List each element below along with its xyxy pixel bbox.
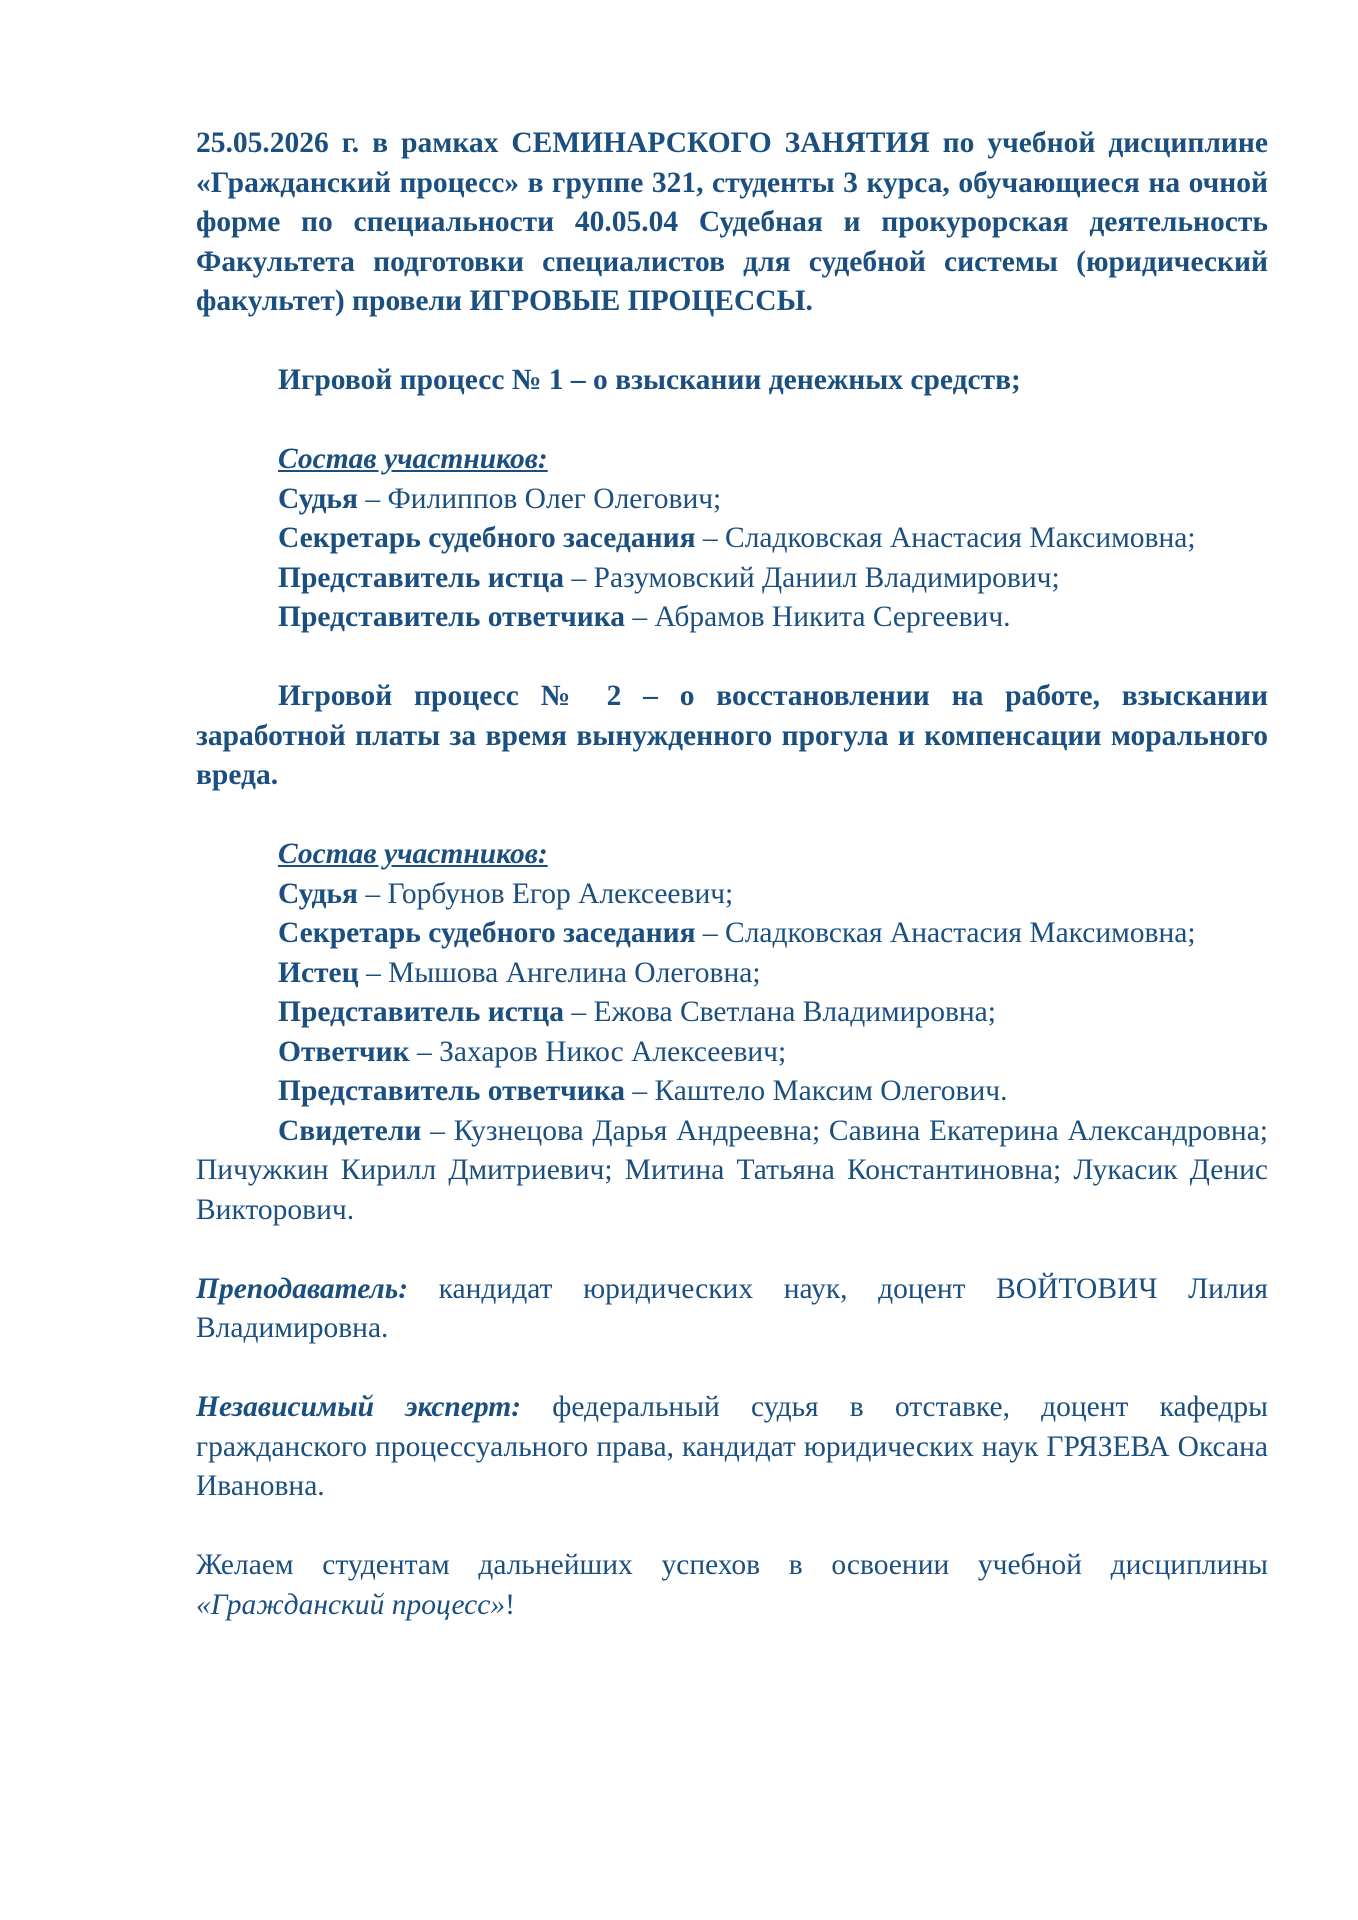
participant-role: Судья: [278, 482, 358, 515]
participant-name: Абрамов Никита Сергеевич.: [654, 601, 1011, 633]
participant-name: Сладковская Анастасия Максимовна;: [725, 522, 1196, 554]
participant-row: Секретарь судебного заседания – Сладковская Анастасия Максимовна;: [278, 917, 1196, 949]
participant-row: Судья – Горбунов Егор Алексеевич;: [278, 877, 734, 910]
closing-text: Желаем студентам дальнейших успехов в освоении учебной дисциплины: [196, 1549, 1268, 1581]
participants-heading: Состав участников:: [278, 443, 548, 475]
participant-role: Свидетели: [278, 1114, 422, 1147]
participant-name: Захаров Никос Алексеевич;: [439, 1035, 787, 1068]
participant-name: Филиппов Олег Олегович;: [387, 482, 722, 515]
participant-row: Представитель ответчика – Абрамов Никита Сергеевич.: [278, 601, 1011, 633]
document-page: [196, 124, 1268, 1625]
participant-row: Представитель истца – Ежова Светлана Владимировна;: [278, 996, 996, 1028]
participant-role: Ответчик: [278, 1035, 410, 1068]
participant-name: Кузнецова Дарья Андреевна; Савина Екатерина Александровна; Пичужкин Кирилл Дмитриевич; Митина Татьяна Константиновна; Лукасик Денис Викторович.: [196, 1114, 1269, 1226]
teacher-text: кандидат юридических наук, доцент ВОЙТОВИЧ Лилия Владимировна.: [196, 1272, 1268, 1344]
participant-name: Каштело Максим Олегович.: [654, 1075, 1008, 1107]
participant-name: Разумовский Даниил Владимирович;: [593, 561, 1060, 594]
teacher-paragraph: [196, 1270, 1268, 1349]
closing-discipline: «Гражданский процесс»: [196, 1588, 506, 1621]
participant-row: Представитель ответчика – Каштело Максим Олегович.: [278, 1075, 1008, 1107]
closing-end: !: [505, 1588, 515, 1621]
teacher-label: Преподаватель:: [196, 1272, 409, 1305]
process-1-title: Игровой процесс № 1 – о взыскании денежных средств;: [278, 364, 1021, 396]
participant-role: Представитель истца: [278, 996, 565, 1028]
expert-label: Независимый эксперт:: [196, 1391, 522, 1423]
participant-role: Истец: [278, 956, 359, 989]
expert-text: федеральный судья в отставке, доцент кафедры гражданского процессуального права, кандидат юридических наук ГРЯЗЕВА Оксана Ивановна.: [196, 1391, 1268, 1502]
process-2-participants: [196, 835, 1268, 1230]
participant-name: Горбунов Егор Алексеевич;: [387, 877, 734, 910]
participant-role: Судья: [278, 877, 358, 910]
participant-name: Мышова Ангелина Олеговна;: [388, 956, 761, 989]
participant-role: Секретарь судебного заседания: [278, 917, 696, 949]
participant-row: Истец – Мышова Ангелина Олеговна;: [278, 956, 761, 989]
participant-name: Сладковская Анастасия Максимовна;: [725, 917, 1196, 949]
participant-name: Ежова Светлана Владимировна;: [593, 996, 996, 1028]
participant-row: Секретарь судебного заседания – Сладковская Анастасия Максимовна;: [278, 522, 1196, 554]
participants-heading: Состав участников:: [278, 838, 548, 870]
process-2-title: Игровой процесс № 2 – о восстановлении на работе, взыскании заработной платы за время вынужденного прогула и компенсации морального вреда.: [196, 680, 1268, 791]
participant-role: Секретарь судебного заседания: [278, 522, 696, 554]
participant-row: Свидетели – Кузнецова Дарья Андреевна; Савина Екатерина Александровна; Пичужкин Кирилл Дмитриевич; Митина Татьяна Константиновна; Лукасик Денис Викторович.: [196, 1114, 1269, 1226]
process-1-participants: [196, 440, 1268, 638]
participant-role: Представитель ответчика: [278, 601, 626, 633]
participant-row: Судья – Филиппов Олег Олегович;: [278, 482, 722, 515]
expert-paragraph: [196, 1388, 1268, 1507]
intro-paragraph: 25.05.2026 г. в рамках СЕМИНАРСКОГО ЗАНЯТИЯ по учебной дисциплине «Гражданский процесс» в группе 321, студенты 3 курса, обучающиеся на очной форме по специальности 40.05.04 Судебная и прокурорская деятельность Факультета подготовки специалистов для судебной системы (юридический факультет) провели ИГРОВЫЕ ПРОЦЕССЫ.: [196, 127, 1268, 317]
participant-row: Представитель истца – Разумовский Даниил Владимирович;: [278, 561, 1060, 594]
participant-row: Ответчик – Захаров Никос Алексеевич;: [278, 1035, 787, 1068]
participant-role: Представитель ответчика: [278, 1075, 626, 1107]
closing-paragraph: [196, 1546, 1268, 1625]
participant-role: Представитель истца: [278, 561, 565, 594]
